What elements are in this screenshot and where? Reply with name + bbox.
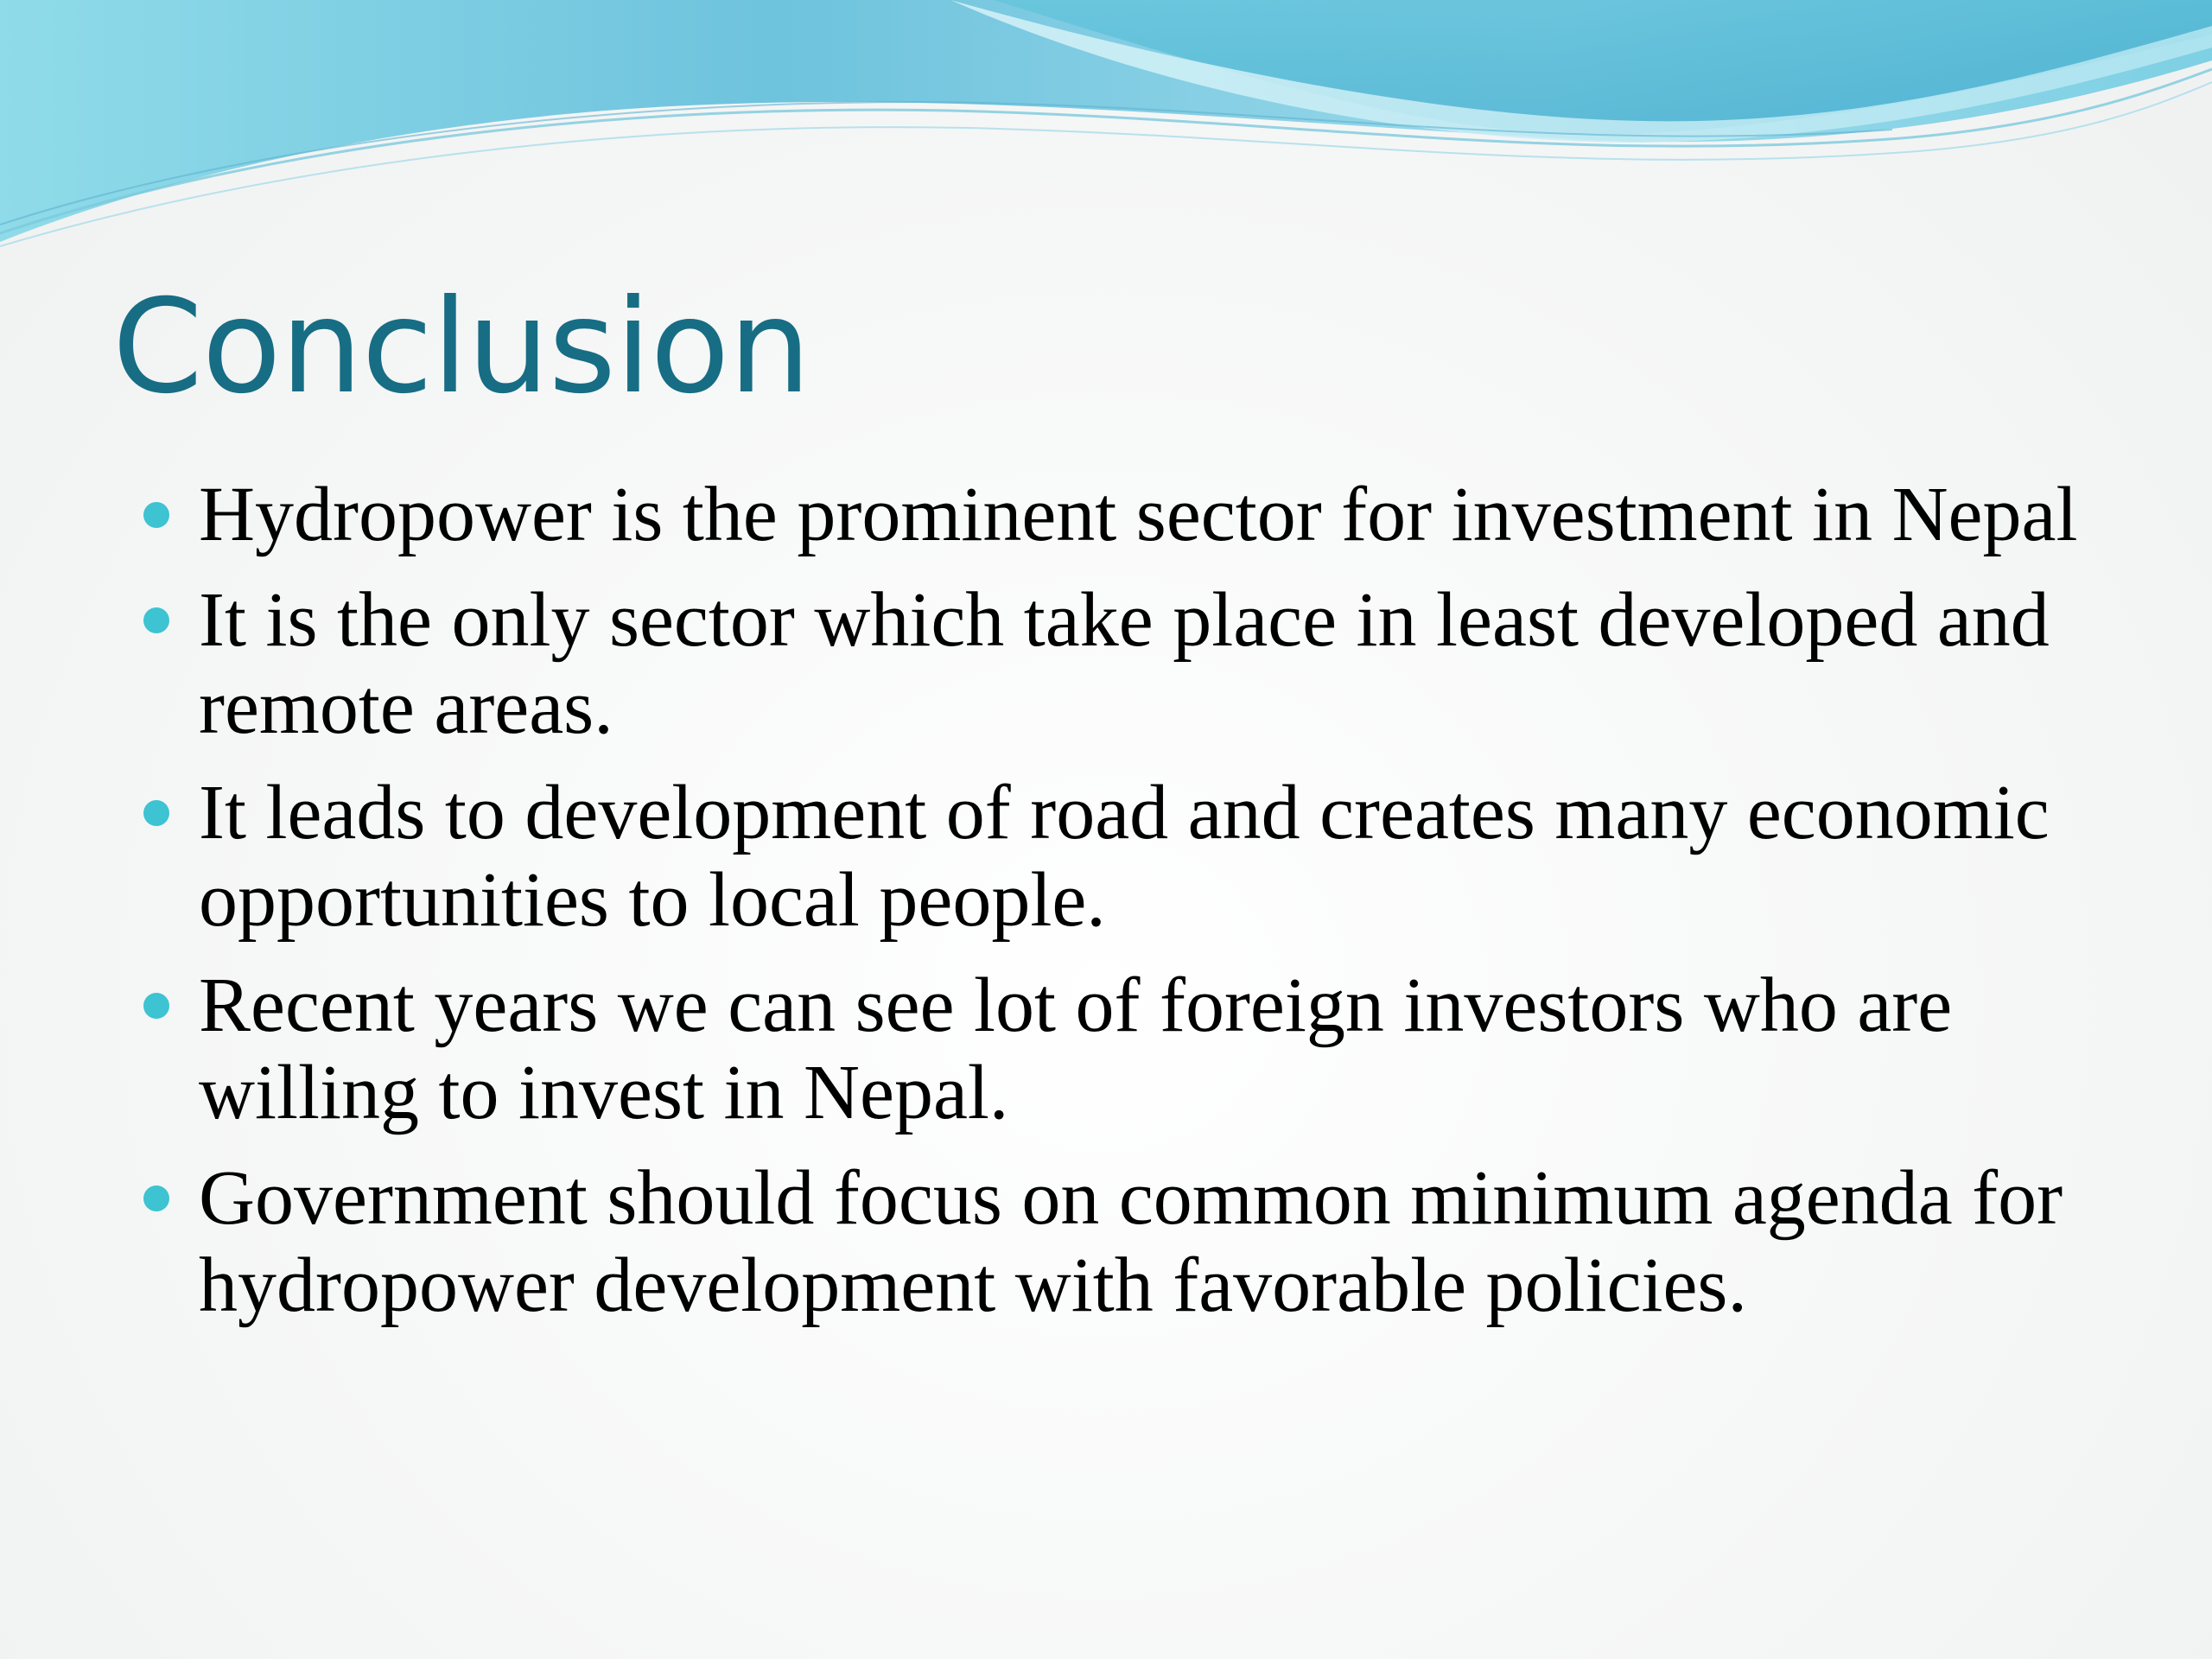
bullet-dot-icon (143, 1185, 169, 1211)
bullet-text: It leads to development of road and creates many economic opportunities to local people. (199, 770, 2050, 943)
bullet-dot-icon (143, 607, 169, 633)
bullet-text: Recent years we can see lot of foreign investors who are willing to invest in Nepal. (199, 963, 1953, 1135)
bullet-text: Government should focus on common minimum agenda for hydropower development with favorable policies. (199, 1155, 2063, 1328)
bullet-dot-icon (143, 502, 169, 528)
bullet-text: Hydropower is the prominent sector for investment in Nepal (199, 472, 2078, 557)
bullet-item (130, 1154, 2117, 1329)
bullet-item (130, 769, 2117, 944)
bullet-item (130, 962, 2117, 1136)
bullet-item (130, 471, 2117, 558)
slide-title: Conclusion (112, 272, 810, 423)
bullet-list (130, 471, 2117, 1347)
wave-header-decoration (0, 0, 2212, 259)
bullet-dot-icon (143, 800, 169, 826)
bullet-dot-icon (143, 993, 169, 1019)
bullet-item (130, 576, 2117, 751)
bullet-text: It is the only sector which take place in least developed and remote areas. (199, 577, 2050, 750)
